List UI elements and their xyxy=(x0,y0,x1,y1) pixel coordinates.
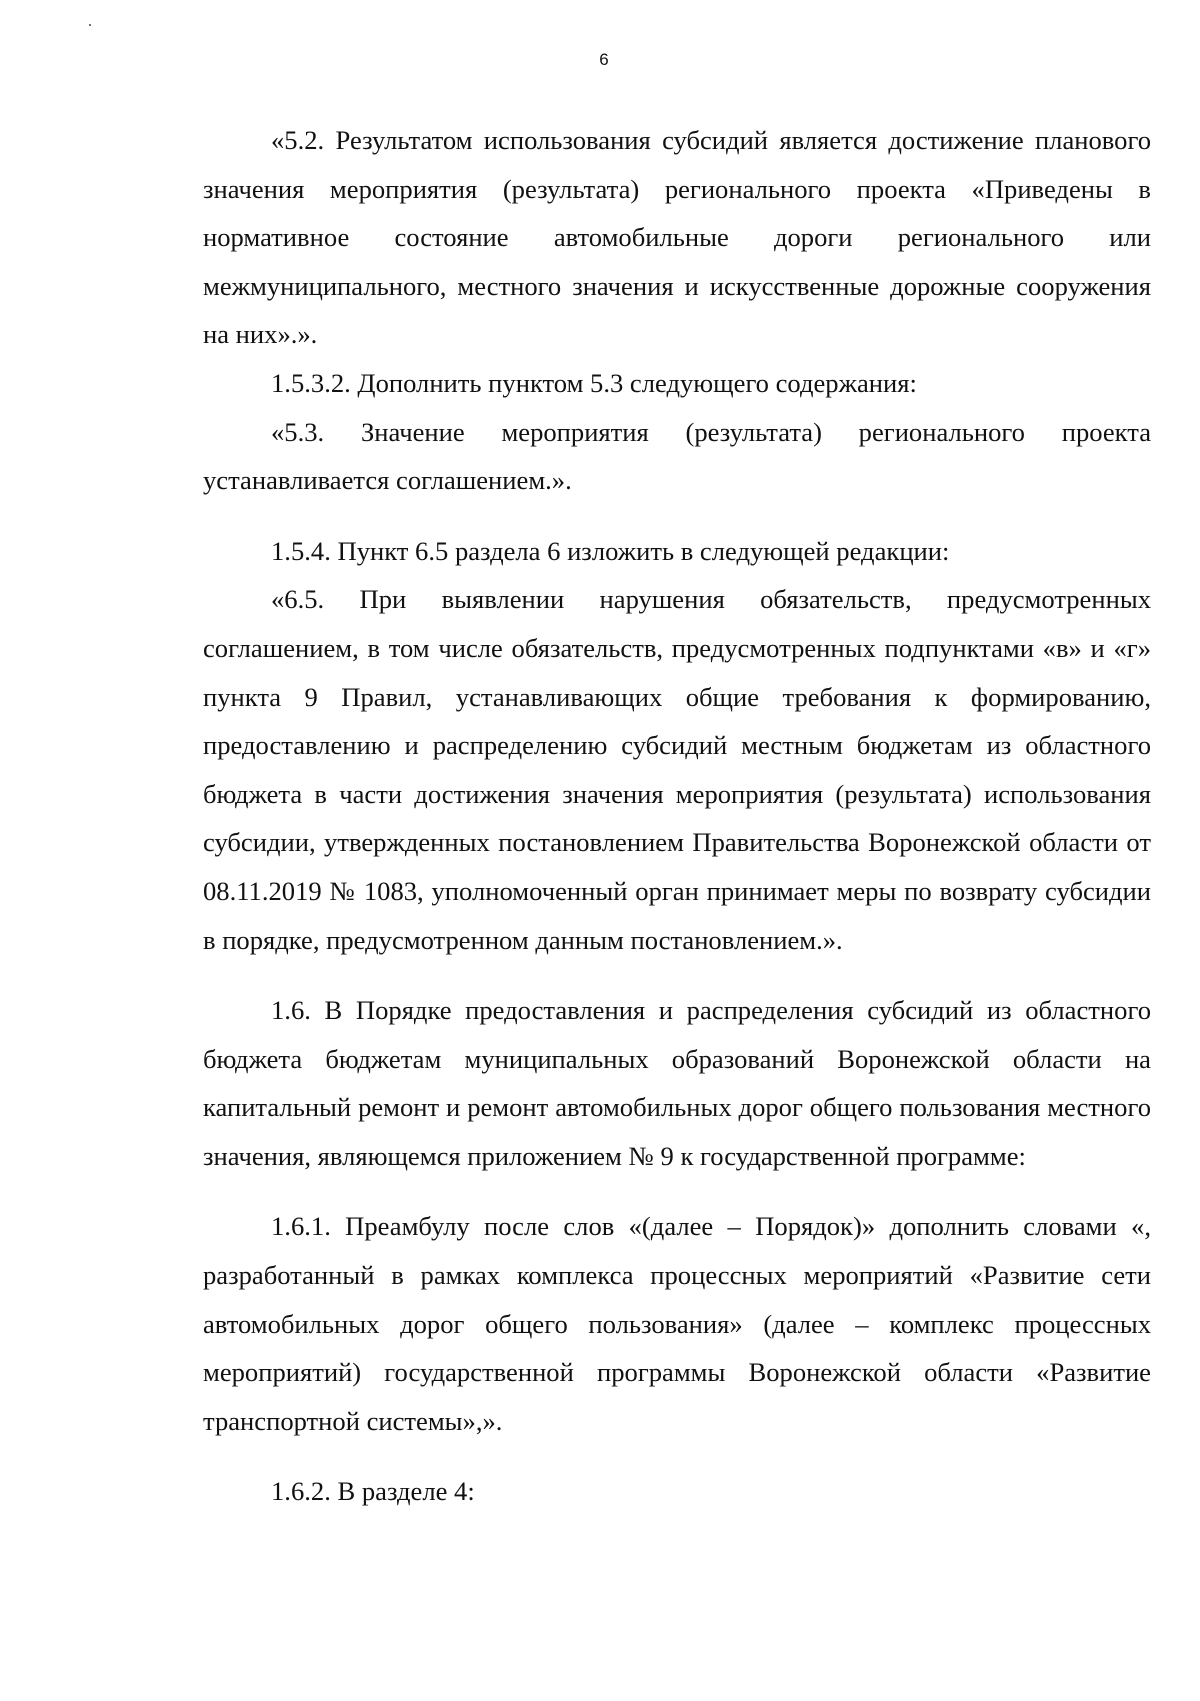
paragraph-1-6-1: 1.6.1. Преамбулу после слов «(далее – Порядок)» дополнить словами «, разработанный в рамках комплекса процессных мероприятий «Развитие сети автомобильных дорог общего пользования» (далее – комплекс процессных мероприятий) государственной программы Воронежской области «Развитие транспортной системы»,». xyxy=(203,1211,1151,1436)
paragraph-6-5: «6.5. При выявлении нарушения обязательств, предусмотренных соглашением, в том числе обязательств, предусмотренных подпунктами «в» и «г» пункта 9 Правил, устанавливающих общие требования к формированию, предоставлению и распределению субсидий местным бюджетам из областного бюджета в части достижения значения мероприятия (результата) использования субсидии, утвержденных постановлением Правительства Воронежской области от 08.11.2019 № 1083, уполномоченный орган принимает меры по возврату субсидии в порядке, предусмотренном данным постановлением.». xyxy=(203,584,1151,955)
paragraph-1-6: 1.6. В Порядке предоставления и распределения субсидий из областного бюджета бюджетам муниципальных образований Воронежской области на капитальный ремонт и ремонт автомобильных дорог общего пользования местного значения, являющемся приложением № 9 к государственной программе: xyxy=(203,995,1151,1171)
paragraph-5-2: «5.2. Результатом использования субсидий является достижение планового значения мероприятия (результата) регионального проекта «Приведены в нормативное состояние автомобильные дороги регионального или межмуниципального, местного значения и искусственные дорожные сооружения на них».». xyxy=(203,125,1151,350)
page-number: 6 xyxy=(599,50,609,69)
document-body xyxy=(203,116,1151,1516)
scan-speck xyxy=(89,24,91,26)
paragraph-5-3: «5.3. Значение мероприятия (результата) регионального проекта устанавливается соглашением.». xyxy=(203,416,1151,496)
paragraph-1-5-4: 1.5.4. Пункт 6.5 раздела 6 изложить в следующей редакции: xyxy=(271,535,950,566)
paragraph-1-6-2: 1.6.2. В разделе 4: xyxy=(271,1476,475,1507)
paragraph-1-5-3-2: 1.5.3.2. Дополнить пунктом 5.3 следующего содержания: xyxy=(271,367,917,398)
